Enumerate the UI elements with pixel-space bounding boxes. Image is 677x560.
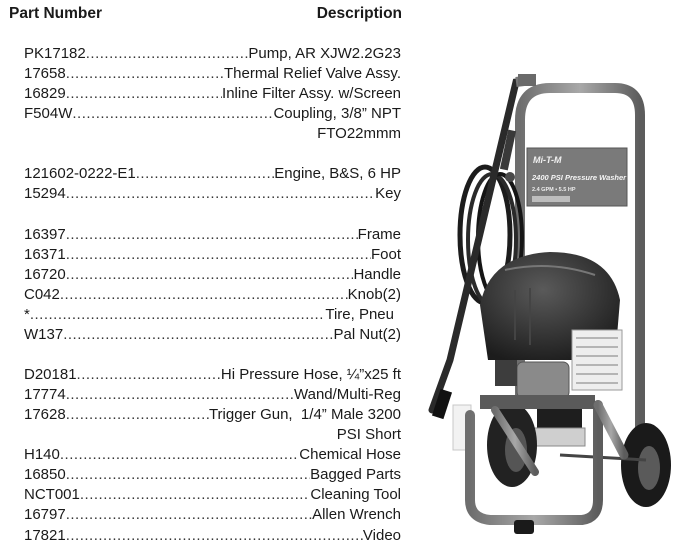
leader-dots — [66, 64, 224, 84]
part-row — [24, 64, 401, 84]
model-label: 2400 PSI Pressure Washer — [532, 173, 627, 182]
part-description: Pal Nut(2) — [333, 326, 401, 343]
pressure-washer-illustration — [420, 60, 677, 555]
part-row — [24, 44, 401, 64]
part-description: Key — [375, 185, 401, 202]
leader-dots — [60, 285, 348, 305]
pressure-washer-image — [420, 60, 677, 555]
part-description: Knob(2) — [347, 286, 401, 303]
part-row — [24, 405, 401, 425]
part-row — [24, 505, 401, 525]
leader-dots — [60, 445, 299, 465]
part-row — [24, 245, 401, 265]
part-description: Frame — [357, 226, 401, 243]
part-number: D20181 — [24, 366, 77, 383]
leader-dots — [66, 465, 310, 485]
leader-dots — [136, 164, 274, 184]
leader-dots — [66, 265, 354, 285]
part-row — [24, 325, 401, 345]
part-number: 15294 — [24, 185, 66, 202]
description-heading: Description — [316, 5, 402, 22]
leader-dots — [30, 305, 326, 325]
part-number: * — [24, 306, 30, 323]
part-row — [24, 265, 401, 285]
part-description-continuation: FTO22mmm — [317, 125, 401, 142]
part-row — [24, 104, 401, 124]
brand-logo: Mi-T-M — [533, 155, 562, 165]
part-number: 17628 — [24, 406, 66, 423]
part-number-heading: Part Number — [9, 5, 103, 22]
part-number: 121602-0222-E1 — [24, 165, 136, 182]
part-row — [24, 445, 401, 465]
part-number: 16850 — [24, 466, 66, 483]
leader-dots — [72, 104, 273, 124]
leader-dots — [63, 325, 333, 345]
part-number: PK17182 — [24, 45, 86, 62]
part-description: Chemical Hose — [299, 446, 401, 463]
part-number: NCT001 — [24, 486, 80, 503]
part-row — [24, 485, 401, 505]
part-description: Video — [362, 527, 401, 544]
leader-dots — [66, 184, 375, 204]
part-number: W137 — [24, 326, 64, 343]
leader-dots — [66, 225, 358, 245]
part-number: 16797 — [24, 506, 66, 523]
part-description: Cleaning Tool — [310, 486, 401, 503]
leader-dots — [66, 245, 371, 265]
part-number: 16371 — [24, 246, 66, 263]
part-number: H140 — [24, 446, 60, 463]
part-description: Thermal Relief Valve Assy. — [223, 65, 401, 82]
part-number: 17774 — [24, 386, 66, 403]
part-row — [24, 385, 401, 405]
part-number: C042 — [24, 286, 60, 303]
leader-dots — [66, 385, 294, 405]
table-header — [9, 5, 402, 27]
spec-label: 2.4 GPM • 5.5 HP — [532, 187, 576, 193]
leader-dots — [80, 485, 311, 505]
part-number: 17658 — [24, 65, 66, 82]
part-number: 16397 — [24, 226, 66, 243]
leader-dots — [66, 405, 209, 425]
part-description: Bagged Parts — [310, 466, 401, 483]
leader-dots — [66, 526, 363, 546]
leader-dots — [86, 44, 249, 64]
part-row — [24, 184, 401, 204]
part-description: Pump, AR XJW2.2G23 — [248, 45, 401, 62]
part-description: Handle — [353, 266, 401, 283]
part-description: Allen Wrench — [312, 506, 401, 523]
part-number: 16829 — [24, 85, 66, 102]
part-description: Tire, Pneu — [325, 306, 394, 323]
part-description-continuation: PSI Short — [336, 426, 401, 443]
leader-dots — [66, 84, 222, 104]
part-number: F504W — [24, 105, 73, 122]
part-row — [24, 84, 401, 104]
leader-dots — [66, 505, 312, 525]
part-description: Foot — [370, 246, 401, 263]
part-description: Coupling, 3/8” NPT — [273, 105, 401, 122]
part-description: Trigger Gun, 1/4” Male 3200 — [208, 406, 401, 423]
leader-dots — [77, 365, 221, 385]
part-row — [24, 225, 401, 245]
part-row — [24, 526, 401, 546]
part-description: Hi Pressure Hose, ¼”x25 ft — [220, 366, 401, 383]
part-description: Wand/Multi-Reg — [294, 386, 401, 403]
part-description: Engine, B&S, 6 HP — [274, 165, 401, 182]
part-description: Inline Filter Assy. w/Screen — [222, 85, 401, 102]
part-number: 17821 — [24, 527, 66, 544]
part-row — [24, 365, 401, 385]
part-row — [24, 465, 401, 485]
part-row — [24, 285, 401, 305]
part-row — [24, 164, 401, 184]
part-row — [24, 305, 401, 325]
part-number: 16720 — [24, 266, 66, 283]
